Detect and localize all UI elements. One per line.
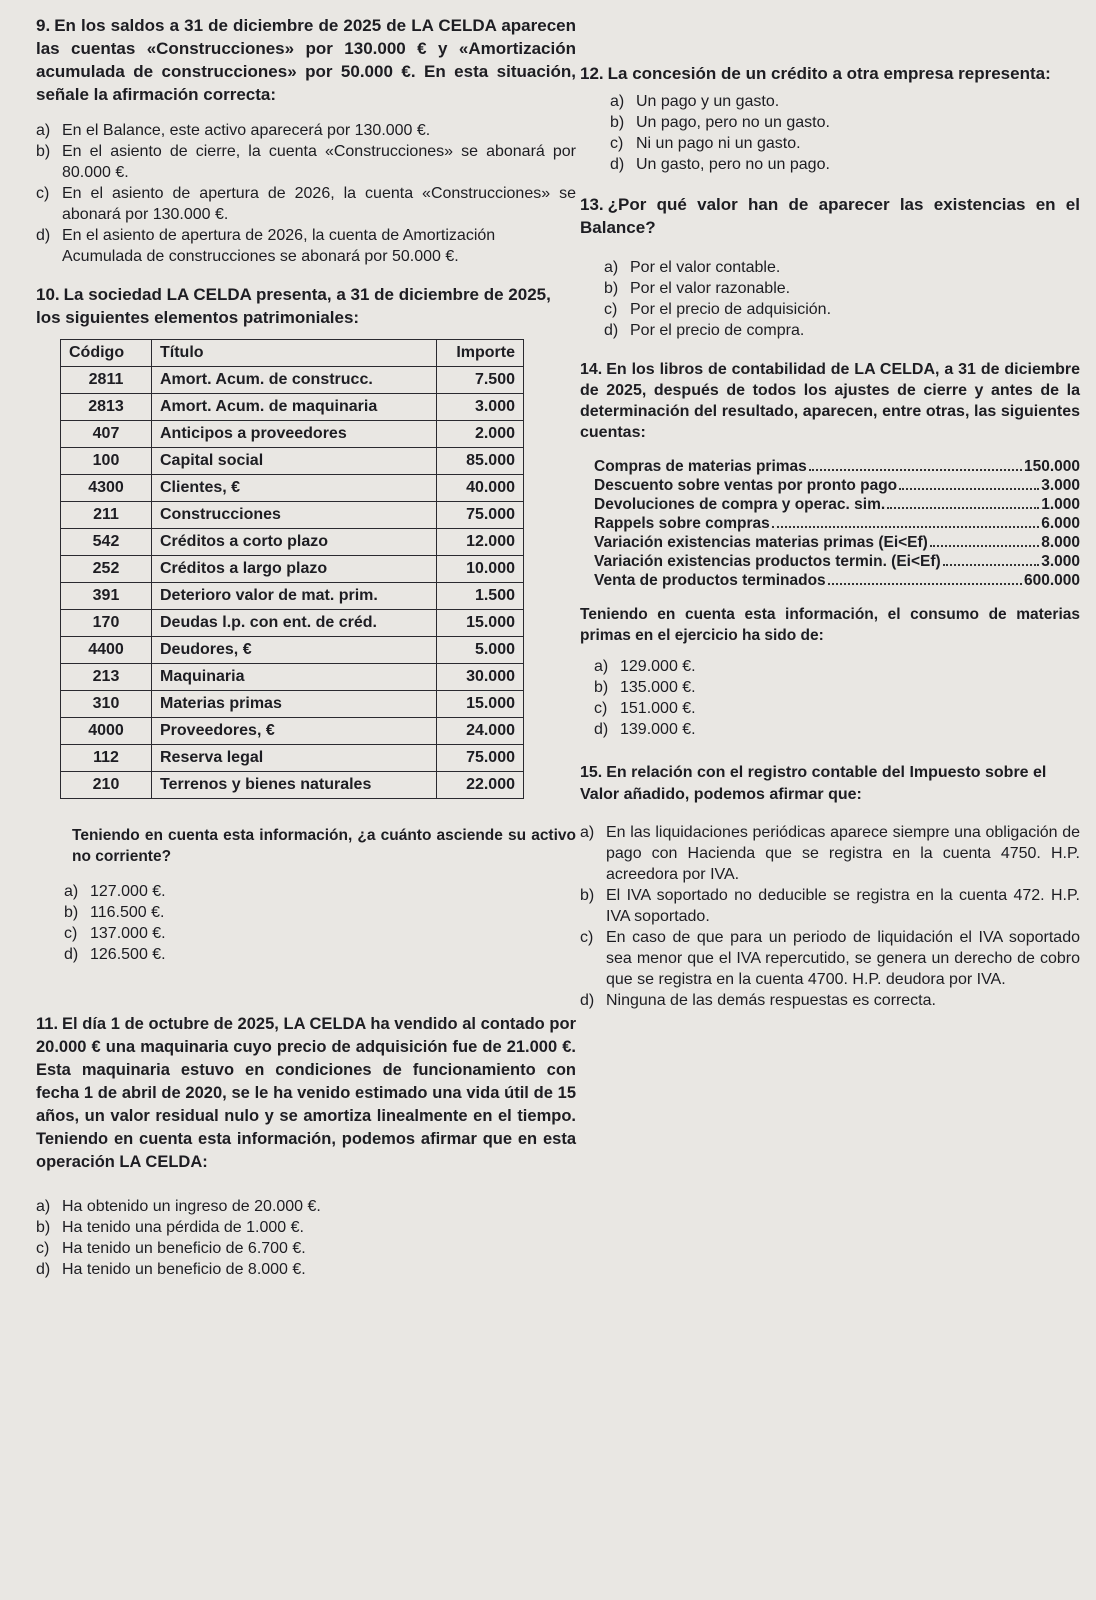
table-row (61, 664, 524, 691)
cell-importe: 75.000 (437, 745, 524, 772)
cell-codigo: 407 (61, 421, 152, 448)
question-14-option-d[interactable]: d) 139.000 €. (594, 721, 696, 738)
table-row (61, 610, 524, 637)
dot-leader (809, 457, 1022, 471)
cell-titulo: Proveedores, € (152, 718, 437, 745)
question-14-option-c[interactable]: c) 151.000 €. (594, 700, 696, 717)
cell-importe: 2.000 (437, 421, 524, 448)
table-row (61, 718, 524, 745)
question-10-option-c[interactable]: c) 137.000 €. (64, 925, 166, 942)
table-row (61, 583, 524, 610)
question-13 (580, 193, 1080, 341)
account-row (594, 457, 1080, 476)
cell-importe: 75.000 (437, 502, 524, 529)
cell-codigo: 100 (61, 448, 152, 475)
cell-titulo: Reserva legal (152, 745, 437, 772)
cell-importe: 12.000 (437, 529, 524, 556)
table-row (61, 637, 524, 664)
account-row (594, 514, 1080, 533)
account-name: Devoluciones de compra y operac. sim. (594, 496, 886, 513)
question-10-stem (36, 283, 576, 329)
cell-importe: 30.000 (437, 664, 524, 691)
header-titulo: Título (152, 340, 437, 367)
question-10-number: 10. (36, 285, 60, 304)
question-10 (36, 283, 576, 965)
question-13-number: 13. (580, 195, 604, 214)
question-12 (580, 62, 1080, 175)
account-amount: 3.000 (1041, 477, 1080, 494)
account-name: Variación existencias productos termin. (Ei<Ef) (594, 553, 941, 570)
cell-titulo: Materias primas (152, 691, 437, 718)
question-12-stem (580, 62, 1080, 85)
question-13-stem (580, 193, 1080, 239)
question-12-option-c[interactable]: c) Ni un pago ni un gasto. (610, 135, 801, 152)
cell-titulo: Terrenos y bienes naturales (152, 772, 437, 799)
question-10-text: La sociedad LA CELDA presenta, a 31 de diciembre de 2025, los siguientes elementos patrimoniales: (36, 285, 551, 327)
question-9-option-c[interactable]: c) En el asiento de apertura de 2026, la cuenta «Construcciones» se abonará por 130.000 €. (36, 185, 576, 223)
cell-importe: 22.000 (437, 772, 524, 799)
question-12-option-a[interactable]: a) Un pago y un gasto. (610, 93, 780, 110)
question-14-text: En los libros de contabilidad de LA CELDA, a 31 de diciembre de 2025, después de todos los ajustes de cierre y antes de la determinación del resultado, aparecen, entre otras, las siguientes cuentas: (580, 361, 1080, 441)
account-amount: 6.000 (1041, 515, 1080, 532)
question-15-option-a[interactable]: a) En las liquidaciones periódicas aparece siempre una obligación de pago con Hacienda que se registra en la cuenta 4750. H.P. acreedora por IVA. (580, 824, 1080, 883)
question-12-option-d[interactable]: d) Un gasto, pero no un pago. (610, 156, 830, 173)
account-amount: 150.000 (1023, 458, 1080, 475)
cell-codigo: 4300 (61, 475, 152, 502)
dot-leader (887, 495, 1039, 509)
cell-titulo: Créditos a largo plazo (152, 556, 437, 583)
account-amount: 3.000 (1041, 553, 1080, 570)
left-column (36, 14, 576, 1290)
cell-importe: 1.500 (437, 583, 524, 610)
question-10-options (36, 881, 576, 965)
table-row (61, 502, 524, 529)
question-13-option-a[interactable]: a) Por el valor contable. (604, 259, 781, 276)
question-11-option-c[interactable]: c) Ha tenido un beneficio de 6.700 €. (36, 1240, 306, 1257)
cell-importe: 10.000 (437, 556, 524, 583)
cell-titulo: Amort. Acum. de maquinaria (152, 394, 437, 421)
table-row (61, 556, 524, 583)
question-15-number: 15. (580, 764, 603, 781)
question-14 (580, 359, 1080, 740)
account-row (594, 476, 1080, 495)
cell-codigo: 210 (61, 772, 152, 799)
question-13-option-d[interactable]: d) Por el precio de compra. (604, 322, 805, 339)
question-15-option-c[interactable]: c) En caso de que para un periodo de liquidación el IVA soportado sea menor que el IVA repercutido, se genera un derecho de cobro que se registra en la cuenta 4700. H.P. deudora por IVA. (580, 929, 1080, 988)
cell-importe: 15.000 (437, 610, 524, 637)
cell-importe: 15.000 (437, 691, 524, 718)
account-amount: 600.000 (1023, 572, 1080, 589)
question-9-option-b[interactable]: b) En el asiento de cierre, la cuenta «Construcciones» se abonará por 80.000 €. (36, 143, 576, 181)
question-11 (36, 1013, 576, 1280)
cell-titulo: Construcciones (152, 502, 437, 529)
table-row (61, 745, 524, 772)
question-12-text: La concesión de un crédito a otra empresa representa: (607, 64, 1051, 83)
cell-codigo: 542 (61, 529, 152, 556)
account-name: Variación existencias materias primas (Ei<Ef) (594, 534, 928, 551)
question-9-text: En los saldos a 31 de diciembre de 2025 de LA CELDA aparecen las cuentas «Construcciones» por 130.000 € y «Amortización acumulada de construcciones» por 50.000 €. En esta situación, señale la afirmación correcta: (36, 16, 576, 104)
cell-titulo: Deudas l.p. con ent. de créd. (152, 610, 437, 637)
cell-importe: 85.000 (437, 448, 524, 475)
account-row (594, 495, 1080, 514)
header-importe: Importe (437, 340, 524, 367)
cell-titulo: Clientes, € (152, 475, 437, 502)
cell-codigo: 211 (61, 502, 152, 529)
cell-codigo: 4400 (61, 637, 152, 664)
table-row (61, 394, 524, 421)
question-12-option-b[interactable]: b) Un pago, pero no un gasto. (610, 114, 830, 131)
header-codigo: Código (61, 340, 152, 367)
question-11-option-b[interactable]: b) Ha tenido una pérdida de 1.000 €. (36, 1219, 304, 1236)
cell-codigo: 252 (61, 556, 152, 583)
question-13-option-c[interactable]: c) Por el precio de adquisición. (604, 301, 832, 318)
question-9-options (36, 120, 576, 267)
question-10-question: Teniendo en cuenta esta información, ¿a cuánto asciende su activo no corriente? (72, 827, 576, 865)
question-9 (36, 14, 576, 267)
question-9-option-a[interactable]: a) En el Balance, este activo aparecerá por 130.000 €. (36, 122, 431, 139)
cell-titulo: Maquinaria (152, 664, 437, 691)
question-14-option-a[interactable]: a) 129.000 €. (594, 658, 696, 675)
dot-leader (930, 533, 1039, 547)
table-row (61, 367, 524, 394)
question-11-options (36, 1196, 576, 1280)
cell-codigo: 391 (61, 583, 152, 610)
question-9-number: 9. (36, 16, 51, 35)
cell-titulo: Deudores, € (152, 637, 437, 664)
question-15-option-b[interactable]: b) El IVA soportado no deducible se registra en la cuenta 472. H.P. IVA soportado. (580, 887, 1080, 925)
question-14-option-b[interactable]: b) 135.000 €. (594, 679, 696, 696)
table-row (61, 772, 524, 799)
question-11-text: El día 1 de octubre de 2025, LA CELDA ha vendido al contado por 20.000 € una maquinaria cuyo precio de adquisición fue de 21.000 €. Esta maquinaria estuvo en condiciones de funcionamiento con fecha 1 de abril de 2020, se le ha venido estimado una vida útil de 15 años, un valor residual nulo y se amortiza linealmente en el tiempo. Teniendo en cuenta esta información, podemos afirmar que en esta operación LA CELDA: (36, 1015, 576, 1171)
account-name: Descuento sobre ventas por pronto pago (594, 477, 898, 494)
dot-leader (943, 552, 1039, 566)
right-column (580, 62, 1080, 1021)
question-13-options (580, 257, 1080, 341)
question-12-number: 12. (580, 64, 604, 83)
question-10-option-d[interactable]: d) 126.500 €. (64, 946, 166, 963)
cell-codigo: 170 (61, 610, 152, 637)
question-12-options (580, 91, 1080, 175)
cell-codigo: 4000 (61, 718, 152, 745)
account-name: Rappels sobre compras (594, 515, 770, 532)
question-14-stem (580, 359, 1080, 443)
cell-titulo: Amort. Acum. de construcc. (152, 367, 437, 394)
table-row (61, 529, 524, 556)
question-13-option-b[interactable]: b) Por el valor razonable. (604, 280, 791, 297)
account-row (594, 552, 1080, 571)
account-list (580, 457, 1080, 590)
cell-codigo: 112 (61, 745, 152, 772)
question-13-text: ¿Por qué valor han de aparecer las existencias en el Balance? (580, 195, 1080, 237)
balance-table-body (61, 367, 524, 799)
cell-importe: 5.000 (437, 637, 524, 664)
cell-importe: 24.000 (437, 718, 524, 745)
cell-codigo: 213 (61, 664, 152, 691)
cell-importe: 3.000 (437, 394, 524, 421)
table-row (61, 475, 524, 502)
table-row (61, 421, 524, 448)
cell-importe: 40.000 (437, 475, 524, 502)
balance-table-header (61, 340, 524, 367)
cell-codigo: 310 (61, 691, 152, 718)
cell-codigo: 2811 (61, 367, 152, 394)
dot-leader (828, 571, 1022, 585)
table-row (61, 448, 524, 475)
cell-titulo: Deterioro valor de mat. prim. (152, 583, 437, 610)
question-15-option-d[interactable]: d) Ninguna de las demás respuestas es correcta. (580, 992, 936, 1009)
dot-leader (772, 514, 1039, 528)
question-15-stem (580, 762, 1080, 806)
question-9-stem (36, 14, 576, 106)
cell-codigo: 2813 (61, 394, 152, 421)
question-9-option-d[interactable]: d) En el asiento de apertura de 2026, la cuenta de Amortización Acumulada de construcciones se abonará por 50.000 €. (36, 227, 496, 265)
account-row (594, 533, 1080, 552)
account-name: Compras de materias primas (594, 458, 807, 475)
cell-titulo: Capital social (152, 448, 437, 475)
balance-table (60, 339, 524, 799)
dot-leader (899, 476, 1039, 490)
account-amount: 8.000 (1041, 534, 1080, 551)
question-15-options (580, 822, 1080, 1011)
question-10-option-a[interactable]: a) 127.000 €. (64, 883, 166, 900)
question-10-option-b[interactable]: b) 116.500 €. (64, 904, 165, 921)
account-row (594, 571, 1080, 590)
question-15 (580, 762, 1080, 1011)
question-11-option-a[interactable]: a) Ha obtenido un ingreso de 20.000 €. (36, 1198, 321, 1215)
question-11-option-d[interactable]: d) Ha tenido un beneficio de 8.000 €. (36, 1261, 306, 1278)
question-14-number: 14. (580, 361, 603, 378)
account-amount: 1.000 (1041, 496, 1080, 513)
cell-titulo: Créditos a corto plazo (152, 529, 437, 556)
question-14-question: Teniendo en cuenta esta información, el consumo de materias primas en el ejercicio ha sido de: (580, 606, 1080, 644)
question-11-number: 11. (36, 1015, 59, 1033)
table-row (61, 691, 524, 718)
question-11-stem (36, 1013, 576, 1174)
question-14-options (580, 656, 1080, 740)
cell-titulo: Anticipos a proveedores (152, 421, 437, 448)
question-15-text: En relación con el registro contable del Impuesto sobre el Valor añadido, podemos afirmar que: (580, 764, 1047, 803)
cell-importe: 7.500 (437, 367, 524, 394)
account-name: Venta de productos terminados (594, 572, 826, 589)
